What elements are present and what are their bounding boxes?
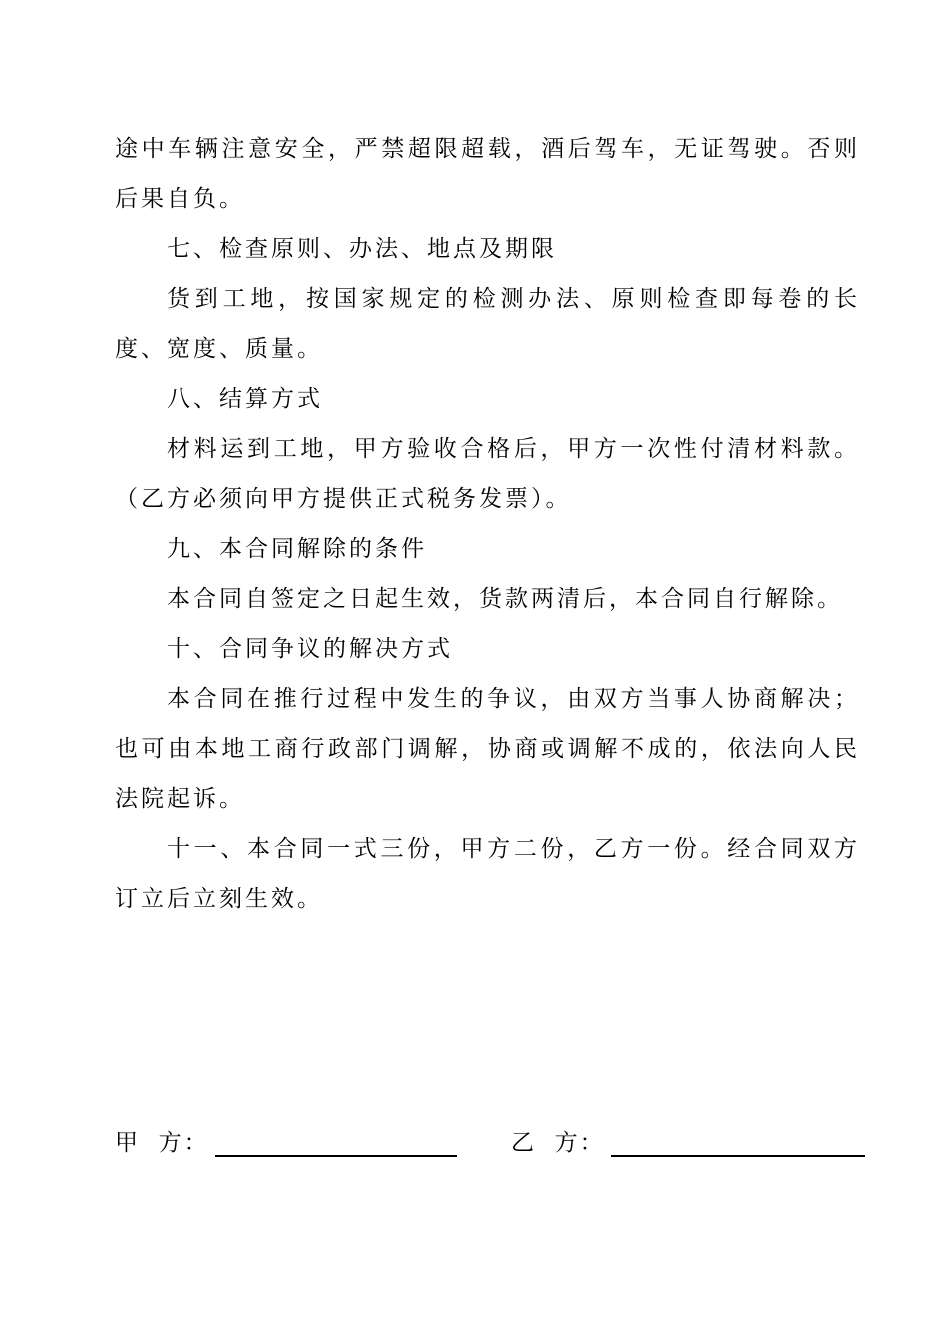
paragraph-inspection: 货到工地，按国家规定的检测办法、原则检查即每卷的长度、宽度、质量。 [115, 286, 860, 362]
party-b-signature [511, 1124, 865, 1157]
section-heading-termination: 九、本合同解除的条件 [167, 536, 427, 562]
contract-body [115, 124, 860, 924]
party-a-signature [115, 1124, 457, 1157]
section-heading-dispute: 十、合同争议的解决方式 [167, 636, 453, 662]
party-b-label: 乙 方： [511, 1130, 605, 1156]
paragraph-settlement: 材料运到工地，甲方验收合格后，甲方一次性付清材料款。（乙方必须向甲方提供正式税务发票）。 [115, 436, 860, 512]
party-a-signature-line[interactable] [215, 1133, 457, 1157]
paragraph-dispute: 本合同在推行过程中发生的争议，由双方当事人协商解决；也可由本地工商行政部门调解，协商或调解不成的，依法向人民法院起诉。 [115, 686, 860, 812]
party-a-label: 甲 方： [115, 1130, 209, 1156]
paragraph-copies: 十一、本合同一式三份，甲方二份，乙方一份。经合同双方订立后立刻生效。 [115, 836, 860, 912]
paragraph-continuation: 途中车辆注意安全，严禁超限超载，酒后驾车，无证驾驶。否则后果自负。 [115, 136, 860, 212]
section-heading-inspection: 七、检查原则、办法、地点及期限 [167, 236, 557, 262]
section-heading-settlement: 八、结算方式 [167, 386, 323, 412]
party-b-signature-line[interactable] [611, 1133, 865, 1157]
paragraph-termination: 本合同自签定之日起生效，货款两清后，本合同自行解除。 [167, 586, 843, 612]
signature-row [115, 1124, 860, 1164]
